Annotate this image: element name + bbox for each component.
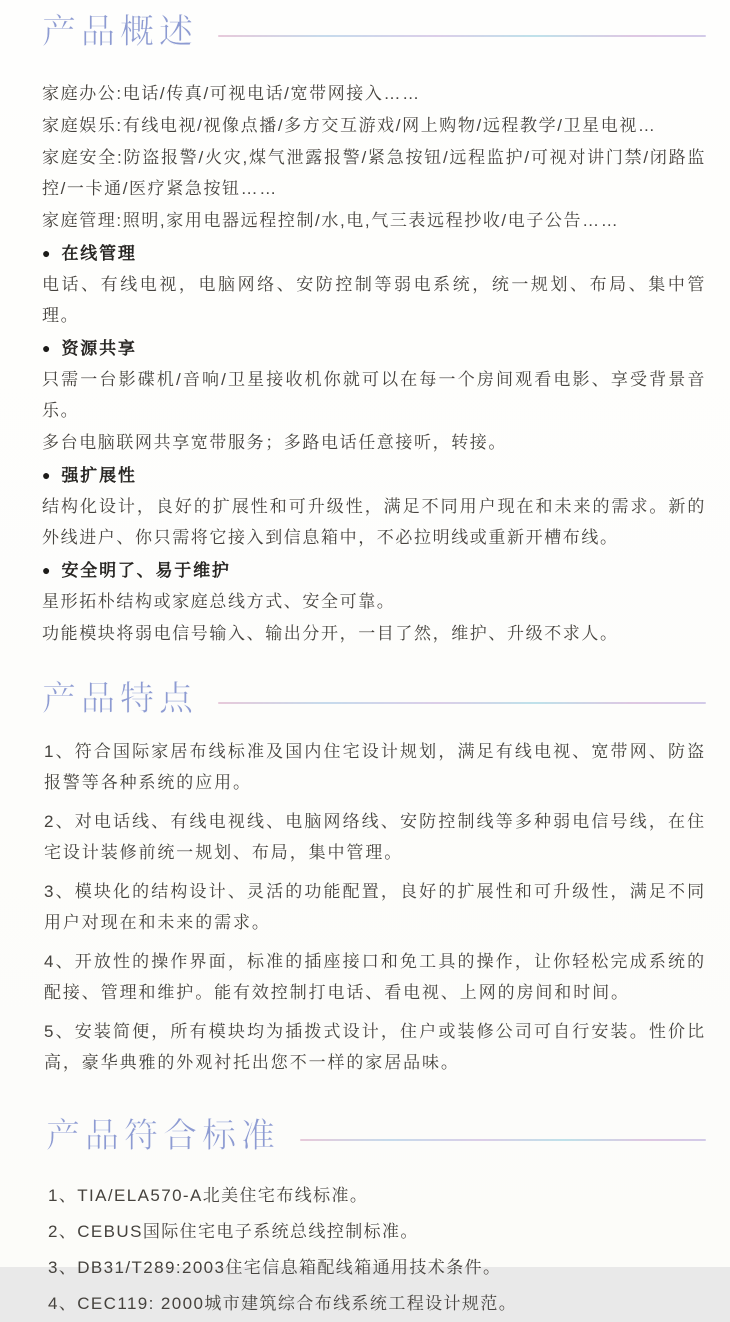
- overview-intro: [42, 78, 706, 236]
- standard-item: 4、CEC119: 2000城市建筑综合布线系统工程设计规范。: [48, 1294, 518, 1313]
- overview-bullet-item: [42, 555, 706, 649]
- bullet-dot-icon: ●: [42, 467, 51, 483]
- bullet-heading-row: [42, 333, 706, 364]
- bullet-body-line: 多台电脑联网共享宽带服务；多路电话任意接听，转接。: [42, 433, 507, 452]
- standard-item: 1、TIA/ELA570-A北美住宅布线标准。: [48, 1186, 369, 1205]
- overview-paragraph: 家庭娱乐:有线电视/视像点播/多方交互游戏/网上购物/远程教学/卫星电视…: [42, 116, 657, 135]
- bullet-heading-row: [42, 555, 706, 586]
- bullet-body-line: 电话、有线电视，电脑网络、安防控制等弱电系统，统一规划、布局、集中管理。: [42, 275, 706, 325]
- section-features-title: 产品特点: [42, 680, 198, 718]
- bullet-dot-icon: ●: [42, 340, 51, 356]
- overview-bullet-item: [42, 238, 706, 331]
- bullet-body-line: 星形拓朴结构或家庭总线方式、安全可靠。: [42, 592, 396, 611]
- section-overview-header: [42, 10, 706, 54]
- features-list: [42, 736, 706, 1078]
- standards-list: [42, 1178, 706, 1322]
- bullet-heading: 安全明了、易于维护: [61, 561, 231, 580]
- section-features: [42, 677, 706, 1078]
- section-standards: [42, 1114, 706, 1322]
- bullet-dot-icon: ●: [42, 245, 51, 261]
- overview-bullet-item: [42, 460, 706, 553]
- bullet-body-line: 只需一台影碟机/音响/卫星接收机你就可以在每一个房间观看电影、享受背景音乐。: [42, 370, 706, 420]
- bullet-heading: 强扩展性: [61, 466, 137, 485]
- section-divider-line: [218, 35, 706, 37]
- bullet-heading-row: [42, 238, 706, 269]
- section-divider-line: [218, 702, 706, 704]
- feature-item: 1、符合国际家居布线标准及国内住宅设计规划，满足有线电视、宽带网、防盗报警等各种系统的应用。: [44, 742, 706, 792]
- standard-item: 2、CEBUS国际住宅电子系统总线控制标准。: [48, 1222, 419, 1241]
- bullet-dot-icon: ●: [42, 562, 51, 578]
- bullet-heading-row: [42, 460, 706, 491]
- bullet-heading: 在线管理: [61, 244, 137, 263]
- section-standards-title: 产品符合标准: [46, 1117, 280, 1155]
- feature-item: 3、模块化的结构设计、灵活的功能配置，良好的扩展性和可升级性，满足不同用户对现在和未来的需求。: [44, 882, 706, 932]
- bullet-body-line: 结构化设计，良好的扩展性和可升级性，满足不同用户现在和未来的需求。新的外线进户、你只需将它接入到信息箱中，不必拉明线或重新开槽布线。: [42, 497, 706, 547]
- bullet-body-line: 功能模块将弱电信号输入、输出分开，一目了然，维护、升级不求人。: [42, 624, 619, 643]
- section-features-header: [42, 677, 706, 721]
- section-overview: [42, 10, 706, 649]
- feature-item: 4、开放性的操作界面，标准的插座接口和免工具的操作，让你轻松完成系统的配接、管理和维护。能有效控制打电话、看电视、上网的房间和时间。: [44, 952, 706, 1002]
- feature-item: 5、安装简便，所有模块均为插拨式设计，住户或装修公司可自行安装。性价比高，豪华典雅的外观衬托出您不一样的家居品味。: [44, 1022, 706, 1072]
- section-divider-line: [300, 1139, 706, 1141]
- section-standards-header: [42, 1114, 706, 1158]
- overview-paragraph: 家庭办公:电话/传真/可视电话/宽带网接入……: [42, 84, 421, 103]
- bullet-heading: 资源共享: [61, 339, 137, 358]
- section-overview-title: 产品概述: [42, 13, 198, 51]
- overview-paragraph: 家庭管理:照明,家用电器远程控制/水,电,气三表远程抄收/电子公告……: [42, 211, 620, 230]
- standard-item: 3、DB31/T289:2003住宅信息箱配线箱通用技术条件。: [48, 1258, 502, 1277]
- overview-bullet-item: [42, 333, 706, 458]
- overview-paragraph: 家庭安全:防盗报警/火灾,煤气泄露报警/紧急按钮/远程监护/可视对讲门禁/闭路监控/一卡通/医疗紧急按钮……: [42, 148, 706, 198]
- feature-item: 2、对电话线、有线电视线、电脑网络线、安防控制线等多种弱电信号线，在住宅设计装修前统一规划、布局，集中管理。: [44, 812, 706, 862]
